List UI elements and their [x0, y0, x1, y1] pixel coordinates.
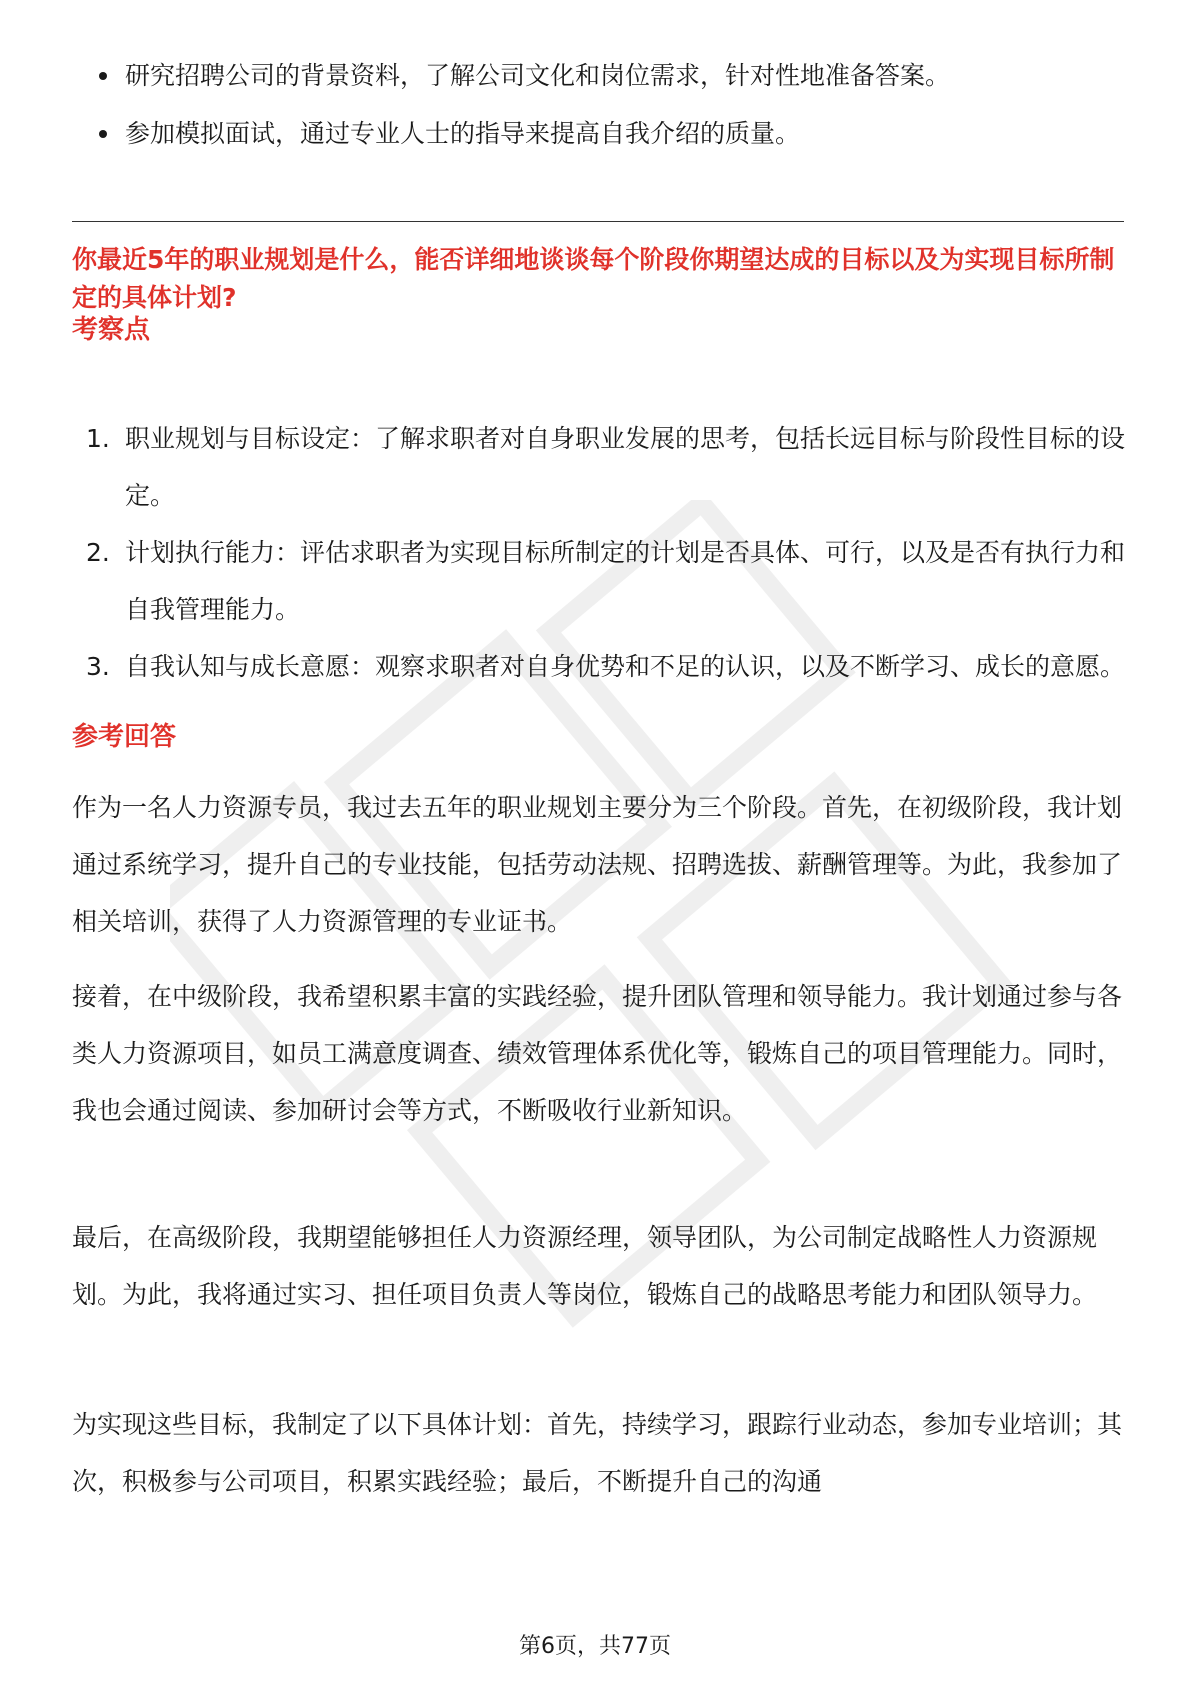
- bullet-icon: [99, 130, 107, 138]
- section-divider: [72, 221, 1124, 222]
- points-list: [80, 410, 1125, 695]
- page-number: 第6页，共77页: [519, 1634, 671, 1659]
- bullet-icon: [99, 72, 107, 80]
- item-number: 3.: [86, 652, 110, 681]
- list-item: [95, 58, 1115, 94]
- list-item: [80, 524, 1125, 638]
- bullet-text: 参加模拟面试，通过专业人士的指导来提高自我介绍的质量。: [125, 119, 801, 148]
- item-number: 2.: [86, 538, 110, 567]
- bullet-text: 研究招聘公司的背景资料，了解公司文化和岗位需求，针对性地准备答案。: [125, 61, 951, 90]
- item-text: 计划执行能力：评估求职者为实现目标所制定的计划是否具体、可行，以及是否有执行力和自我管理能力。: [125, 538, 1126, 624]
- answer-paragraph: 接着，在中级阶段，我希望积累丰富的实践经验，提升团队管理和领导能力。我计划通过参与各类人力资源项目，如员工满意度调查、绩效管理体系优化等，锻炼自己的项目管理能力。同时，我也会通过阅读、参加研讨会等方式，不断吸收行业新知识。: [72, 982, 1123, 1125]
- points-section-title: 考察点: [72, 315, 151, 345]
- answer-paragraph: 作为一名人力资源专员，我过去五年的职业规划主要分为三个阶段。首先，在初级阶段，我计划通过系统学习，提升自己的专业技能，包括劳动法规、招聘选拔、薪酬管理等。为此，我参加了相关培训，获得了人力资源管理的专业证书。: [72, 793, 1123, 936]
- answer-paragraph: 最后，在高级阶段，我期望能够担任人力资源经理，领导团队，为公司制定战略性人力资源规划。为此，我将通过实习、担任项目负责人等岗位，锻炼自己的战略思考能力和团队领导力。: [72, 1223, 1098, 1309]
- bullet-list: [95, 58, 1115, 174]
- item-number: 1.: [86, 424, 110, 453]
- answer-section-title: 参考回答: [72, 722, 177, 752]
- list-item: [95, 116, 1115, 152]
- item-text: 自我认知与成长意愿：观察求职者对自身优势和不足的认识，以及不断学习、成长的意愿。: [125, 652, 1126, 681]
- list-item: [80, 410, 1125, 524]
- list-item: [80, 638, 1125, 695]
- question-heading: 你最近5年的职业规划是什么，能否详细地谈谈每个阶段你期望达成的目标以及为实现目标所制定的具体计划?: [72, 245, 1115, 312]
- item-text: 职业规划与目标设定：了解求职者对自身职业发展的思考，包括长远目标与阶段性目标的设定。: [125, 424, 1126, 510]
- answer-paragraph: 为实现这些目标，我制定了以下具体计划：首先，持续学习，跟踪行业动态，参加专业培训；其次，积极参与公司项目，积累实践经验；最后，不断提升自己的沟通: [72, 1410, 1123, 1496]
